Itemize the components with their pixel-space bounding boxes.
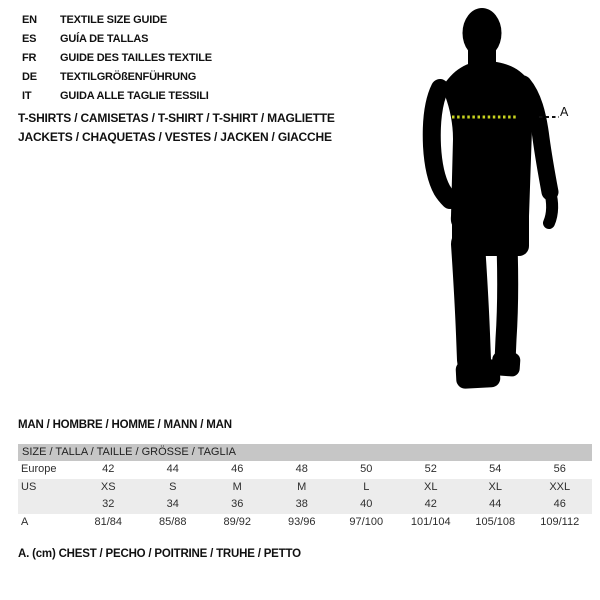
table-cell: 44	[166, 463, 179, 475]
lang-code: ES	[22, 33, 37, 45]
table-cell: 46	[231, 463, 244, 475]
table-cell: 109/112	[540, 515, 580, 528]
table-cell: S	[169, 480, 177, 493]
left-leg-shape	[468, 244, 474, 360]
table-cell: XL	[424, 480, 438, 493]
table-cell: 105/108	[475, 515, 516, 528]
table-cell: XL	[488, 480, 502, 493]
silhouette-body	[442, 8, 532, 256]
size-table	[18, 444, 592, 531]
table-cell: 40	[360, 498, 373, 510]
table-cell: 50	[360, 463, 373, 475]
table-row-chest-a	[18, 514, 592, 532]
table-cell: 97/100	[349, 515, 384, 528]
left-arm-shape	[432, 88, 450, 200]
table-cell: 44	[489, 498, 502, 510]
table-cell: 42	[102, 463, 115, 475]
table-cell: 54	[489, 463, 502, 475]
right-leg-shape	[505, 244, 508, 362]
right-hand-shape	[549, 192, 552, 223]
size-table-header: SIZE / TALLA / TAILLE / GRÖSSE / TAGLIA	[18, 444, 592, 461]
table-cell: M	[232, 480, 242, 493]
table-cell: 93/96	[287, 515, 316, 528]
row-label: US	[21, 480, 37, 493]
lang-code: FR	[22, 52, 37, 64]
language-list	[22, 11, 212, 106]
man-silhouette-svg	[402, 4, 572, 408]
measure-legend-footnote: A. (cm) CHEST / PECHO / POITRINE / TRUHE / PETTO	[18, 548, 301, 560]
table-row-us	[18, 479, 592, 497]
man-silhouette-figure	[402, 4, 572, 408]
table-cell: 36	[231, 498, 244, 510]
category-line-jackets: JACKETS / CHAQUETAS / VESTES / JACKEN / GIACCHE	[18, 130, 332, 144]
right-shoe-shape	[491, 351, 521, 377]
lang-label: GUÍA DE TALLAS	[60, 33, 149, 45]
table-cell: M	[297, 480, 307, 493]
section-heading-man: MAN / HOMBRE / HOMME / MANN / MAN	[18, 419, 232, 431]
table-row-numeric	[18, 496, 592, 514]
lang-label: TEXTILE SIZE GUIDE	[60, 14, 168, 26]
row-label: Europe	[21, 463, 57, 475]
table-cell: L	[363, 480, 370, 493]
table-cell: 48	[295, 463, 308, 475]
table-cell: 38	[295, 498, 308, 510]
table-cell: 89/92	[223, 515, 252, 528]
lang-code: EN	[22, 14, 37, 26]
lang-code: IT	[22, 90, 32, 102]
table-cell: 85/88	[158, 515, 187, 528]
table-cell: 52	[424, 463, 437, 475]
table-cell: 56	[553, 463, 566, 475]
table-cell: 81/84	[94, 515, 123, 528]
category-line-tshirts: T-SHIRTS / CAMISETAS / T-SHIRT / T-SHIRT / MAGLIETTE	[18, 111, 335, 125]
lang-label: TEXTILGRÖßENFÜHRUNG	[60, 71, 197, 83]
table-cell: 46	[553, 498, 566, 510]
table-cell: 42	[424, 498, 437, 510]
lang-label: GUIDA ALLE TAGLIE TESSILI	[60, 90, 209, 102]
lang-row-fr	[22, 49, 212, 68]
lang-row-en	[22, 11, 212, 30]
category-list	[18, 109, 335, 147]
lang-row-es	[22, 30, 212, 49]
table-cell: 101/104	[410, 515, 451, 528]
lang-code: DE	[22, 71, 37, 83]
lang-row-de	[22, 68, 212, 87]
row-label	[18, 496, 76, 514]
table-cell: 32	[102, 498, 115, 510]
table-cell: 34	[166, 498, 179, 510]
table-row-europe	[18, 461, 592, 479]
table-cell: XXL	[549, 480, 571, 493]
lang-row-it	[22, 87, 212, 106]
measure-label-a: A	[560, 105, 569, 119]
lang-label: GUIDE DES TAILLES TEXTILE	[60, 52, 212, 64]
row-label: A	[21, 515, 29, 528]
table-cell: XS	[100, 480, 116, 493]
